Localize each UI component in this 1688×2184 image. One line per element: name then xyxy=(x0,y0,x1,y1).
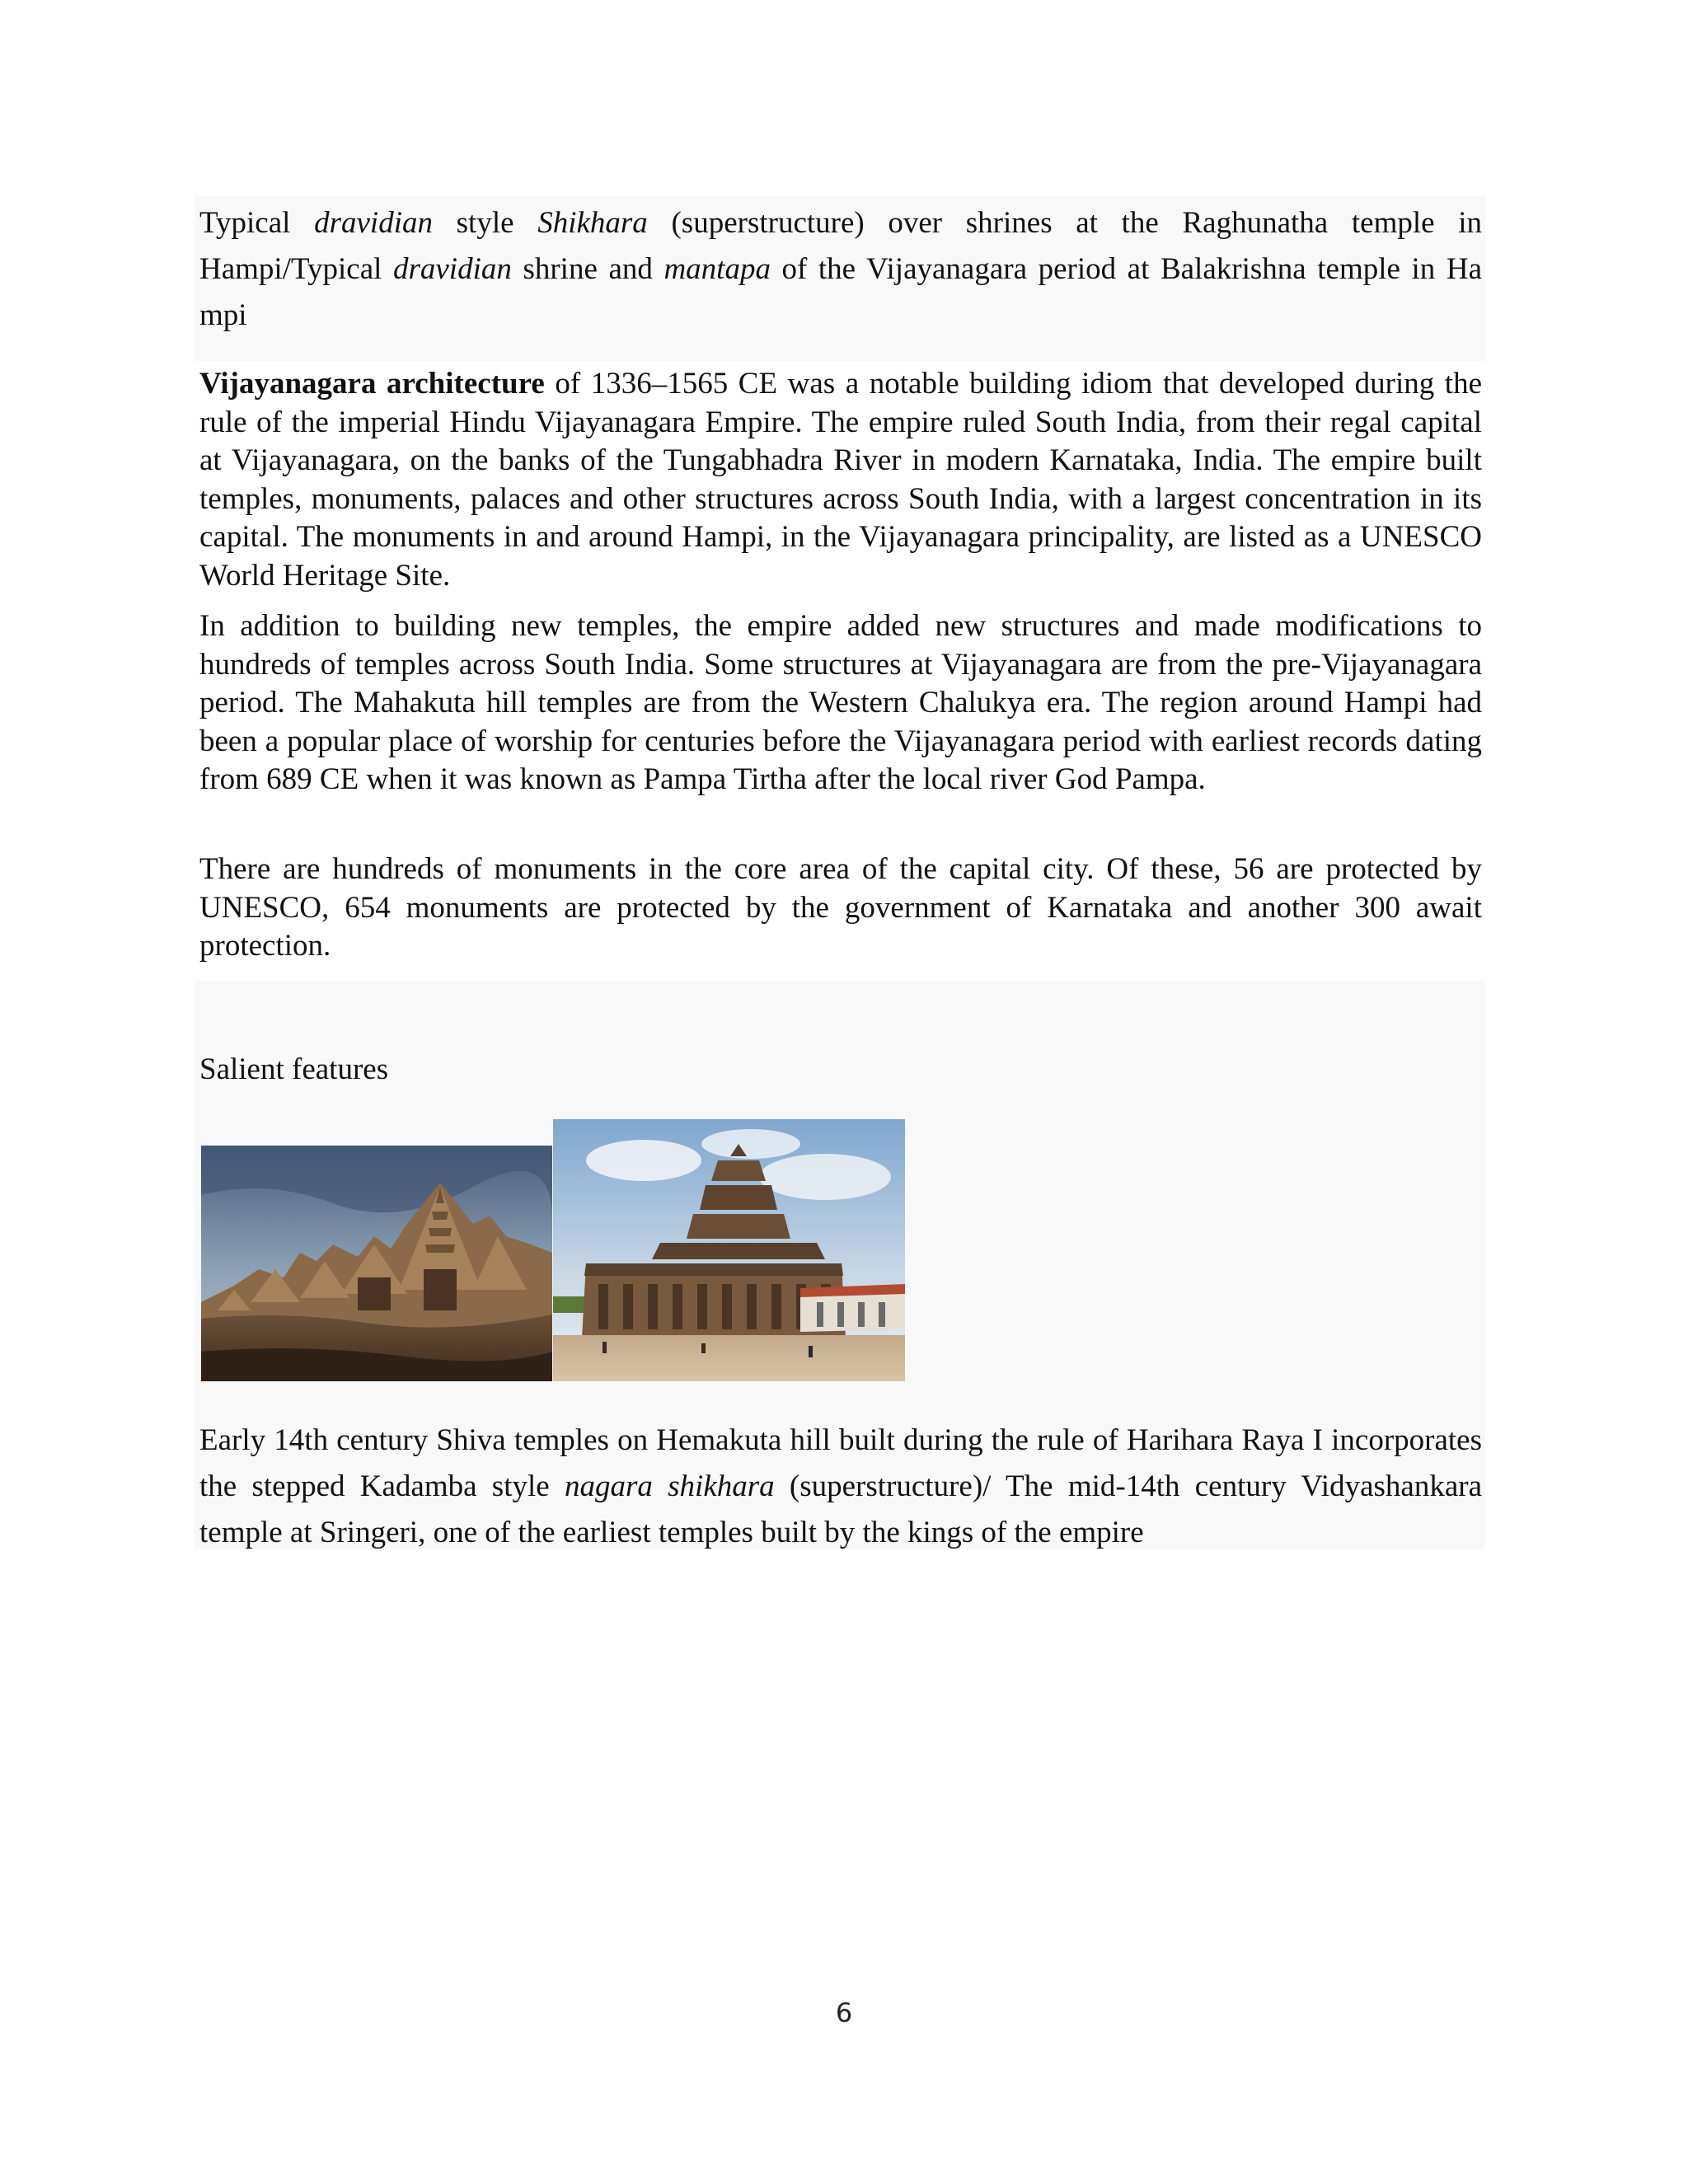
caption-italic-term: mantapa xyxy=(663,252,771,286)
paragraph-monuments-protection: There are hundreds of monuments in the core area of the capital city. Of these, 56 are protected by UNESCO, 654 monuments are protected by the government of Karnataka and another 300 await protection. xyxy=(199,852,1482,963)
caption-italic-term: dravidian xyxy=(392,252,512,286)
caption-text-segment: style xyxy=(432,206,538,240)
caption-text-segment: (superstructure) over shrines at the Raghunatha temple in Hampi/Typical xyxy=(199,206,1483,286)
figure-caption-top xyxy=(199,200,1482,339)
photo-vidyashankara-temple xyxy=(553,1119,905,1381)
caption-text-segment: of the Vijayanagara period at Balakrishna temple in Ha mpi xyxy=(199,252,1482,332)
caption-italic-term: dravidian xyxy=(314,206,433,240)
caption-italic-term: Shikhara xyxy=(537,206,648,240)
figure-caption-bottom xyxy=(199,1418,1482,1556)
caption-text-segment: (superstructure)/ The mid-14th century Vidyashankara temple at Sringeri, one of the earliest temples built by the kings of the empire xyxy=(199,1469,1482,1549)
page-number: 6 xyxy=(835,1997,853,2028)
caption-text-segment: Typical xyxy=(199,206,315,240)
paragraph-additional-structures: In addition to building new temples, the empire added new structures and made modifications to hundreds of temples across South India. Some structures at Vijayanagara are from the pre-Vijayanagara period. The Mahakuta hill temples are from the Western Chalukya era. The region around Hampi had been a popular place of worship for centuries before the Vijayanagara period with earliest records dating from 689 CE when it was known as Pampa Tirtha after the local river God Pampa. xyxy=(199,609,1482,796)
caption-text-segment: Early 14th century Shiva temples on Hemakuta hill built during the rule of Harihara Raya I incorporates the stepped Kadamba style xyxy=(199,1423,1482,1503)
section-heading: Salient features xyxy=(199,1052,389,1086)
paragraph-bold-term: Vijayanagara architecture xyxy=(199,367,545,401)
paragraph-text: of 1336–1565 CE was a notable building idiom that developed during the rule of the imperial Hindu Vijayanagara Empire. The empire ruled South India, from their regal capital at Vijayanagara, on the banks of the Tungabhadra River in modern Karnataka, India. The empire built temples, monuments, palaces and other structures across South India, with a largest concentration in its capital. The monuments in and around Hampi, in the Vijayanagara principality, are listed as a UNESCO World Heritage Site. xyxy=(199,367,1482,593)
photo-hemakuta-hill-temples xyxy=(201,1146,552,1381)
paragraph-vijayanagara-architecture xyxy=(199,365,1482,595)
caption-text-segment: shrine and xyxy=(511,252,664,286)
caption-italic-term: nagara shikhara xyxy=(564,1469,775,1503)
